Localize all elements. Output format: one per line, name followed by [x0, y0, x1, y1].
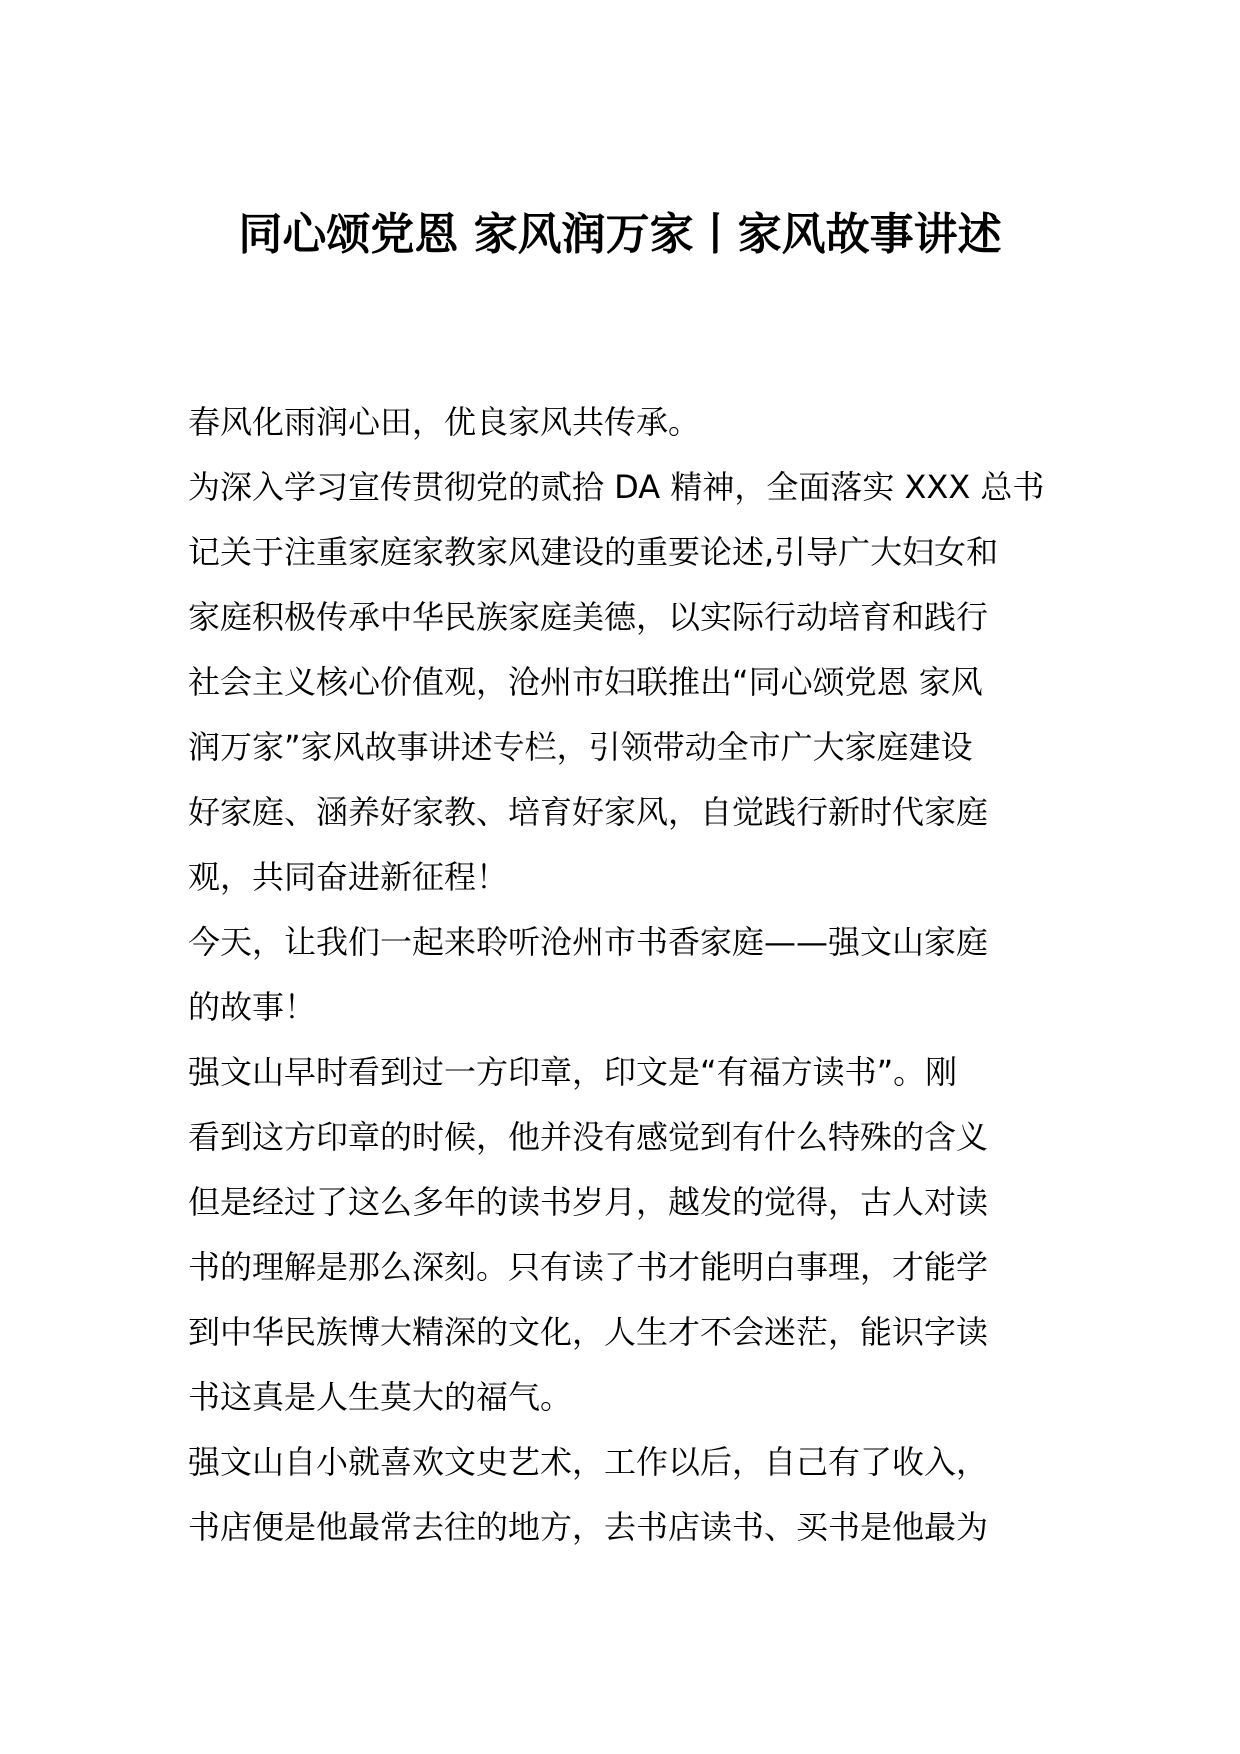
- text-line: 春风化雨润心田，优良家风共传承。: [188, 403, 701, 441]
- text-line: 社会主义核心价值观，沧州市妇联推出“同心颂党恩 家风: [188, 663, 983, 701]
- text-line: 书这真是人生莫大的福气。: [188, 1378, 573, 1416]
- text-line: 到中华民族博大精深的文化，人生才不会迷茫，能识字读: [188, 1313, 989, 1351]
- text-line: 书店便是他最常去往的地方，去书店读书、买书是他最为: [188, 1508, 989, 1546]
- text-line: 看到这方印章的时候，他并没有感觉到有什么特殊的含义: [188, 1118, 989, 1156]
- text-line: 今天，让我们一起来聆听沧州市书香家庭——强文山家庭: [188, 923, 989, 961]
- text-line: 好家庭、涵养好家教、培育好家风，自觉践行新时代家庭: [188, 793, 989, 831]
- text-line: 但是经过了这么多年的读书岁月，越发的觉得，古人对读: [188, 1183, 989, 1221]
- document-title: 同心颂党恩 家风润万家丨家风故事讲述: [238, 209, 1002, 260]
- text-line: 的故事！: [188, 988, 317, 1026]
- text-line: 强文山早时看到过一方印章，印文是“有福方读书”。刚: [188, 1053, 958, 1091]
- document-body: [188, 390, 1058, 1560]
- text-line: 家庭积极传承中华民族家庭美德，以实际行动培育和践行: [188, 598, 989, 636]
- text-line: 观，共同奋进新征程！: [188, 858, 509, 896]
- text-line: 润万家”家风故事讲述专栏，引领带动全市广大家庭建设: [188, 728, 973, 766]
- text-line: 记关于注重家庭家教家风建设的重要论述,引导广大妇女和: [188, 533, 999, 571]
- text-line: 强文山自小就喜欢文史艺术，工作以后，自己有了收入，: [188, 1443, 989, 1481]
- text-line: 为深入学习宣传贯彻党的贰拾 DA 精神，全面落实 XXX 总书: [188, 468, 1045, 506]
- text-line: 书的理解是那么深刻。只有读了书才能明白事理，才能学: [188, 1248, 989, 1286]
